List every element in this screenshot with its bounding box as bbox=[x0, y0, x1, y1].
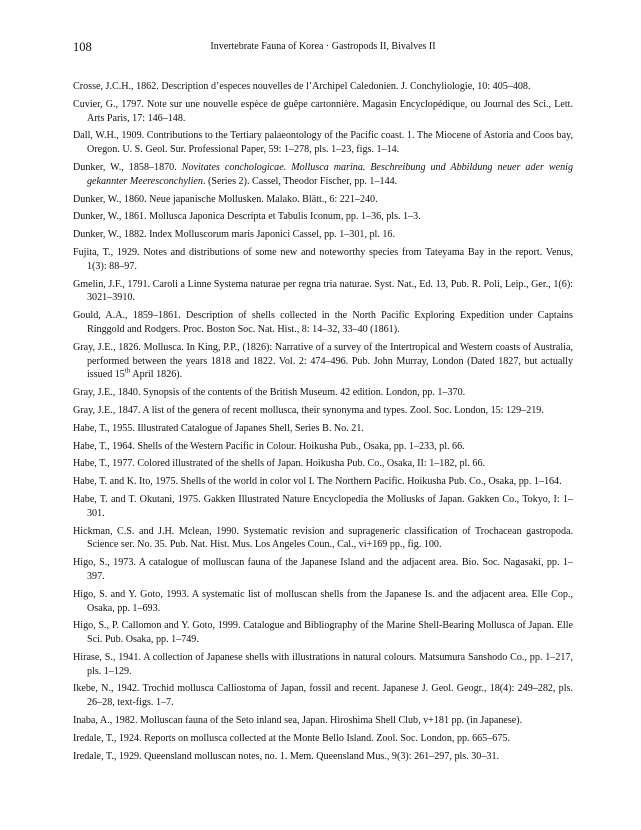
reference-entry bbox=[73, 404, 573, 418]
reference-text: Habe, T. and K. Ito, 1975. Shells of the world in color vol I. The Northern Pacific. Hoikusha Pub. Co., Osaka, pp. 1–164. bbox=[73, 476, 562, 488]
reference-entry bbox=[73, 732, 573, 746]
reference-entry bbox=[73, 161, 573, 189]
reference-text: Ikebe, N., 1942. Trochid mollusca Calliostoma of Japan, fossil and recent. Japanese J. Geol. Geogr., 18(4): 249–282, pls. 26–28, text-figs. 1–7. bbox=[73, 683, 573, 709]
reference-text: Hirase, S., 1941. A collection of Japanese shells with illustrations in natural colours. Matsumura Sanshodo Co., pp. 1–217, pls. 1–129. bbox=[73, 651, 573, 677]
reference-text-tail: April 1826). bbox=[130, 369, 183, 381]
page-header bbox=[73, 40, 573, 54]
reference-entry bbox=[73, 193, 573, 207]
reference-entry bbox=[73, 422, 573, 436]
reference-text: Dall, W.H., 1909. Contributions to the Tertiary palaeontology of the Pacific coast. 1. The Miocene of Astoria and Coos bay, Oregon. U. S. Geol. Sur. Professional Paper, 59: 1–278, pls. 1–23, figs. 1–14. bbox=[73, 130, 573, 156]
reference-text: Crosse, J.C.H., 1862. Description d’especes nouvelles de l’Archipel Caledonien. J. Conchyliologie, 10: 405–408. bbox=[73, 81, 531, 92]
reference-text: Higo, S. and Y. Goto, 1993. A systematic list of molluscan shells from the Japanese Is. and the adjacent area. Elle Cop., Osaka, pp. 1–693. bbox=[73, 588, 573, 614]
reference-superscript: th bbox=[124, 366, 131, 375]
page-number: 108 bbox=[73, 40, 92, 54]
reference-entry bbox=[73, 714, 573, 728]
reference-entry bbox=[73, 246, 573, 274]
reference-entry bbox=[73, 129, 573, 157]
reference-text: Inaba, A., 1982. Molluscan fauna of the Seto inland sea, Japan. Hiroshima Shell Club, v+181 pp. (in Japanese). bbox=[73, 715, 523, 727]
reference-entry bbox=[73, 80, 573, 94]
reference-text-tail: . (Series 2). Cassel, Theodor Fischer, pp. 1–144. bbox=[202, 175, 398, 187]
reference-entry bbox=[73, 588, 573, 616]
reference-text: Dunker, W., 1860. Neue japanische Mollusken. Malako. Blätt., 6: 221–240. bbox=[73, 193, 378, 205]
reference-text: Habe, T. and T. Okutani, 1975. Gakken Illustrated Nature Encyclopedia the Mollusks of Japan. Gakken Co., Tokyo, I: 1–301. bbox=[73, 493, 573, 519]
reference-entry bbox=[73, 750, 573, 764]
reference-entry bbox=[73, 457, 573, 471]
reference-entry bbox=[73, 682, 573, 710]
reference-text: Habe, T., 1977. Colored illustrated of the shells of Japan. Hoikusha Pub. Co., Osaka, II: 1–182, pl. 66. bbox=[73, 458, 486, 470]
reference-text: Hickman, C.S. and J.H. Mclean, 1990. Systematic revision and suprageneric classification of Trochacean gastropoda. Science ser. No. 35. Pub. Nat. Hist. Mus. Los Angeles Coun., Cal., vi+169 pp., fig. 100. bbox=[73, 525, 573, 551]
reference-text: Dunker, W., 1861. Mollusca Japonica Descripta et Tabulis Iconum, pp. 1–36, pls. 1–3. bbox=[73, 211, 421, 223]
reference-entry bbox=[73, 475, 573, 489]
reference-text: Cuvier, G., 1797. Note sur une nouvelle espèce de guêpe cartonnière. Magasin Encyclopédique, ou Journal des Sci., Lett. Arts Paris, 17: 146–148. bbox=[73, 98, 573, 124]
reference-entry bbox=[73, 619, 573, 647]
reference-text: Gray, J.E., 1847. A list of the genera of recent mollusca, their synonyma and types. Zool. Soc. London, 15: 129–219. bbox=[73, 404, 544, 416]
reference-entry bbox=[73, 440, 573, 454]
running-title: Invertebrate Fauna of Korea · Gastropods II, Bivalves II bbox=[210, 41, 436, 52]
reference-entry bbox=[73, 278, 573, 306]
reference-text: Higo, S., P. Callomon and Y. Goto, 1999. Catalogue and Bibliography of the Marine Shell-Bearing Mollusca of Japan. Elle Sci. Pub. Osaka, pp. 1–749. bbox=[73, 620, 573, 646]
reference-entry bbox=[73, 341, 573, 382]
reference-text: Higo, S., 1973. A catalogue of molluscan fauna of the Japanese Island and the adjacent area. Bio. Soc. Nagasaki, pp. 1–397. bbox=[73, 557, 573, 582]
reference-entry bbox=[73, 556, 573, 584]
reference-text: Iredale, T., 1929. Queensland molluscan notes, no. 1. Mem. Queensland Mus., 9(3): 261–297, pls. 30–31. bbox=[73, 750, 500, 762]
reference-text: Fujita, T., 1929. Notes and distributions of some new and noteworthy species from Tateyama Bay in the report. Venus, 1(3): 88–97. bbox=[73, 246, 573, 272]
reference-text: Gray, J.E., 1840. Synopsis of the contents of the British Museum. 42 edition. London, pp. 1–370. bbox=[73, 387, 466, 399]
reference-entry bbox=[73, 525, 573, 553]
reference-text: Dunker, W., 1858–1870. bbox=[73, 161, 182, 173]
reference-entry bbox=[73, 493, 573, 521]
reference-text: Dunker, W., 1882. Index Molluscorum maris Japonici Cassel, pp. 1–301, pl. 16. bbox=[73, 229, 396, 241]
reference-entry bbox=[73, 210, 573, 224]
reference-text: Gould, A.A., 1859–1861. Description of shells collected in the North Pacific Exploring Expedition under Captains Ringgold and Rodgers. Proc. Boston Soc. Nat. Hist., 8: 14–32, 33–40 (1861). bbox=[73, 310, 573, 335]
reference-entry bbox=[73, 651, 573, 679]
reference-entry bbox=[73, 309, 573, 337]
reference-text: Habe, T., 1964. Shells of the Western Pacific in Colour. Hoikusha Pub., Osaka, pp. 1–233, pl. 66. bbox=[73, 440, 465, 452]
reference-entry bbox=[73, 228, 573, 242]
reference-list bbox=[73, 80, 573, 767]
reference-text: Gray, J.E., 1826. Mollusca. In King, P.P., (1826): Narrative of a survey of the Intertropical and Western coasts of Australia, performed between the years 1818 and 1822. Vol. 2: 474–496. Pub. John Murray, London (Dated 1827, but actually issued 15 bbox=[73, 341, 573, 381]
reference-entry bbox=[73, 98, 573, 126]
reference-title-italic: Novitates conchologicae. Mollusca marina. Beschreibung und Abbildung neuer ader wenig gekannter Meeresconchylien bbox=[87, 161, 573, 187]
reference-text: Iredale, T., 1924. Reports on mollusca collected at the Monte Bello Island. Zool. Soc. London, pp. 665–675. bbox=[73, 732, 510, 744]
reference-text: Habe, T., 1955. Illustrated Catalogue of Japanes Shell, Series B. No. 21. bbox=[73, 422, 364, 434]
reference-text: Gmelin, J.F., 1791. Caroli a Linne Systema naturae per regna tria naturae. Syst. Nat., Ed. 13, Pub. R. Poli, Leip., Ger., 1(6): 3021–3910. bbox=[73, 278, 573, 304]
reference-entry bbox=[73, 386, 573, 400]
